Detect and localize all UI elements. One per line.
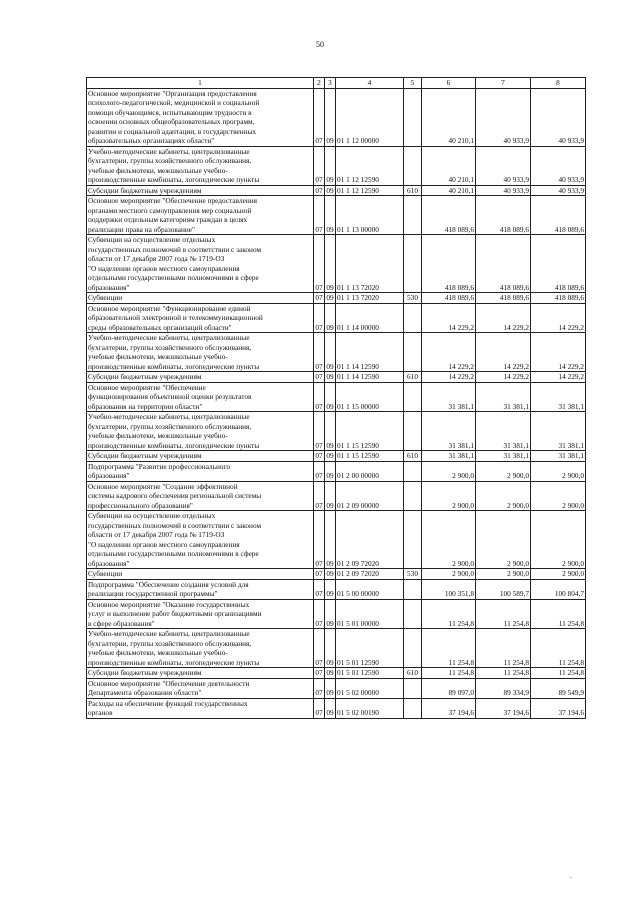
expense-type-code xyxy=(404,196,422,235)
table-row xyxy=(87,678,586,698)
target-article-code: 01 2 09 72020 xyxy=(336,511,404,569)
expense-type-code xyxy=(404,599,422,629)
amount-col-6: 11 254,8 xyxy=(422,668,476,679)
row-name: Учебно-методические кабинеты, централизованные бухгалтерии, группы хозяйственного обслуживания, учебные фильмотеки, межшкольные учебно- производственные комбинаты, логопедические пункты xyxy=(87,412,314,451)
table-row xyxy=(87,146,586,185)
subsection-code: 09 xyxy=(326,451,334,460)
table-row xyxy=(87,185,586,196)
table-row xyxy=(87,372,586,383)
table-row xyxy=(87,412,586,451)
section-code: 07 xyxy=(314,333,325,372)
table-row xyxy=(87,451,586,462)
amount-col-7: 2 900,0 xyxy=(476,461,531,481)
row-name: Учебно-методические кабинеты, централизованные бухгалтерии, группы хозяйственного обслуживания, учебные фильмотеки, межшкольные учебно- производственные комбинаты, логопедические пункты xyxy=(87,146,314,185)
table-row xyxy=(87,196,586,235)
row-name: Основное мероприятие "Обеспечение функционирования объективной оценки результатов образования на территории области" xyxy=(87,382,314,412)
table-row xyxy=(87,303,586,333)
target-article-code: 01 5 02 00190 xyxy=(336,698,404,718)
subsection-code: 09 xyxy=(325,382,336,412)
column-header: 7 xyxy=(476,78,531,89)
target-article-code: 01 5 01 00000 xyxy=(336,599,404,629)
amount-col-8: 31 381,1 xyxy=(531,412,586,451)
subsection-code: 09 xyxy=(325,412,336,451)
column-header: 3 xyxy=(325,78,336,89)
expense-type-code: 610 xyxy=(404,668,422,679)
section-code: 07 xyxy=(314,599,325,629)
amount-col-7: 37 194,6 xyxy=(476,698,531,718)
row-name: Субвенции на осуществление отдельных государственных полномочий в соответствии с законом области от 17 декабря 2007 года № 1719-ОЗ "О наделении органов местного самоуправления отдельными государственными полномочиями в сфере образования" xyxy=(87,511,314,569)
target-article-code: 01 1 12 12590 xyxy=(336,146,404,185)
amount-col-8: 2 900,0 xyxy=(531,461,586,481)
subsection-code: 09 xyxy=(325,698,336,718)
amount-col-7: 11 254,8 xyxy=(476,668,531,679)
section-code: 07 xyxy=(314,678,325,698)
amount-col-8: 37 194,6 xyxy=(531,698,586,718)
subsection-code: 09 xyxy=(325,333,336,372)
amount-col-8: 11 254,8 xyxy=(531,599,586,629)
section-code: 07 xyxy=(314,629,325,668)
subsection-code: 09 xyxy=(326,668,334,677)
amount-col-6: 100 351,8 xyxy=(422,579,476,599)
amount-col-7: 31 381,1 xyxy=(476,412,531,451)
subsection-code: 09 xyxy=(325,235,336,293)
page-number: 50 xyxy=(316,40,324,49)
amount-col-7: 40 933,9 xyxy=(476,185,531,196)
amount-col-6: 2 900,0 xyxy=(422,481,476,511)
subsection-code: 09 xyxy=(326,569,334,578)
amount-col-8: 40 933,9 xyxy=(531,146,586,185)
subsection-code: 09 xyxy=(326,293,334,302)
amount-col-6: 40 210,1 xyxy=(422,146,476,185)
table-row xyxy=(87,599,586,629)
expense-type-code xyxy=(404,698,422,718)
row-name: Субсидии бюджетным учреждениям xyxy=(87,372,314,383)
row-name: Подпрограмма "Развитие профессионального образования" xyxy=(87,461,314,481)
amount-col-8: 418 089,6 xyxy=(531,196,586,235)
row-name: Субвенции xyxy=(87,569,314,580)
expense-type-code: 530 xyxy=(404,569,422,580)
amount-col-8: 11 254,8 xyxy=(531,668,586,679)
amount-col-8: 14 229,2 xyxy=(531,372,586,383)
row-name: Субсидии бюджетным учреждениям xyxy=(87,668,314,679)
section-code: 07 xyxy=(314,303,325,333)
amount-col-6: 14 229,2 xyxy=(422,303,476,333)
subsection-code: 09 xyxy=(325,579,336,599)
amount-col-8: 2 900,0 xyxy=(531,569,586,580)
section-code: 07 xyxy=(315,451,323,460)
target-article-code: 01 1 12 12590 xyxy=(336,185,404,196)
target-article-code: 01 1 14 00000 xyxy=(336,303,404,333)
target-article-code: 01 2 09 00000 xyxy=(336,481,404,511)
column-header: 5 xyxy=(404,78,422,89)
budget-table xyxy=(86,77,586,719)
subsection-code: 09 xyxy=(325,511,336,569)
target-article-code: 01 1 14 12590 xyxy=(336,372,404,383)
table-row xyxy=(87,461,586,481)
expense-type-code xyxy=(404,511,422,569)
amount-col-8: 418 089,6 xyxy=(531,235,586,293)
amount-col-8: 14 229,2 xyxy=(531,333,586,372)
amount-col-8: 2 900,0 xyxy=(531,511,586,569)
amount-col-7: 40 933,9 xyxy=(476,88,531,146)
amount-col-7: 14 229,2 xyxy=(476,333,531,372)
expense-type-code xyxy=(404,481,422,511)
expense-type-code: 610 xyxy=(404,185,422,196)
amount-col-7: 418 089,6 xyxy=(476,235,531,293)
subsection-code: 09 xyxy=(325,146,336,185)
column-header: 4 xyxy=(336,78,404,89)
subsection-code: 09 xyxy=(325,303,336,333)
expense-type-code: 610 xyxy=(404,372,422,383)
amount-col-6: 40 210,1 xyxy=(422,88,476,146)
expense-type-code xyxy=(404,412,422,451)
section-code: 07 xyxy=(314,481,325,511)
amount-col-7: 14 229,2 xyxy=(476,303,531,333)
target-article-code: 01 1 15 12590 xyxy=(336,412,404,451)
amount-col-6: 2 900,0 xyxy=(422,511,476,569)
table-row xyxy=(87,629,586,668)
section-code: 07 xyxy=(314,382,325,412)
amount-col-7: 31 381,1 xyxy=(476,451,531,462)
expense-type-code xyxy=(404,678,422,698)
row-name: Субвенции xyxy=(87,293,314,304)
amount-col-6: 89 097,0 xyxy=(422,678,476,698)
target-article-code: 01 2 00 00000 xyxy=(336,461,404,481)
subsection-code: 09 xyxy=(325,481,336,511)
table-row xyxy=(87,88,586,146)
target-article-code: 01 5 00 00000 xyxy=(336,579,404,599)
amount-col-7: 418 089,6 xyxy=(476,293,531,304)
section-code: 07 xyxy=(314,698,325,718)
section-code: 07 xyxy=(315,569,323,578)
target-article-code: 01 5 01 12590 xyxy=(336,668,404,679)
amount-col-8: 2 900,0 xyxy=(531,481,586,511)
amount-col-6: 14 229,2 xyxy=(422,333,476,372)
target-article-code: 01 1 14 12590 xyxy=(336,333,404,372)
amount-col-6: 31 381,1 xyxy=(422,382,476,412)
column-number-row xyxy=(87,78,586,89)
target-article-code: 01 1 12 00000 xyxy=(336,88,404,146)
column-header: 2 xyxy=(314,78,325,89)
row-name: Подпрограмма "Обеспечение создания условий для реализации государственной программы" xyxy=(87,579,314,599)
target-article-code: 01 1 13 72020 xyxy=(336,293,404,304)
section-code: 07 xyxy=(314,88,325,146)
amount-col-7: 2 900,0 xyxy=(476,511,531,569)
amount-col-7: 2 900,0 xyxy=(476,569,531,580)
subsection-code: 09 xyxy=(325,629,336,668)
section-code: 07 xyxy=(314,579,325,599)
subsection-code: 09 xyxy=(326,185,334,195)
expense-type-code xyxy=(404,333,422,372)
amount-col-6: 40 210,1 xyxy=(422,185,476,196)
table-row xyxy=(87,668,586,679)
row-name: Основное мероприятие "Организация предоставления психолого-педагогической, медицинской и социальной помощи обучающимся, испытывающим трудности в освоении основных общеобразовательных программ, развитии и социальной адаптации, в государственных образовательных организациях области" xyxy=(87,88,314,146)
table-row xyxy=(87,511,586,569)
amount-col-7: 2 900,0 xyxy=(476,481,531,511)
amount-col-6: 2 900,0 xyxy=(422,461,476,481)
table-row xyxy=(87,235,586,293)
expense-type-code xyxy=(404,235,422,293)
subsection-code: 09 xyxy=(325,461,336,481)
expense-type-code: 530 xyxy=(404,293,422,304)
amount-col-8: 40 933,9 xyxy=(531,185,586,196)
expense-type-code xyxy=(404,382,422,412)
column-header: 8 xyxy=(531,78,586,89)
amount-col-6: 11 254,8 xyxy=(422,599,476,629)
table-row xyxy=(87,382,586,412)
subsection-code: 09 xyxy=(326,372,334,381)
amount-col-7: 418 089,6 xyxy=(476,196,531,235)
row-name: Учебно-методические кабинеты, централизованные бухгалтерии, группы хозяйственного обслуживания, учебные фильмотеки, межшкольные учебно- производственные комбинаты, логопедические пункты xyxy=(87,629,314,668)
amount-col-8: 418 089,6 xyxy=(531,293,586,304)
amount-col-8: 100 804,7 xyxy=(531,579,586,599)
amount-col-6: 37 194,6 xyxy=(422,698,476,718)
section-code: 07 xyxy=(314,412,325,451)
target-article-code: 01 1 13 00000 xyxy=(336,196,404,235)
row-name: Основное мероприятие "Оказание государственных услуг и выполнение работ бюджетными организациями в сфере образования" xyxy=(87,599,314,629)
row-name: Основное мероприятие "Функционирование единой образовательной электронной и телекоммуникационной среды образовательных организаций области" xyxy=(87,303,314,333)
target-article-code: 01 5 01 12590 xyxy=(336,629,404,668)
amount-col-6: 31 381,1 xyxy=(422,412,476,451)
expense-type-code xyxy=(404,579,422,599)
table-row xyxy=(87,579,586,599)
amount-col-8: 31 381,1 xyxy=(531,382,586,412)
amount-col-7: 11 254,8 xyxy=(476,629,531,668)
amount-col-6: 31 381,1 xyxy=(422,451,476,462)
table-body xyxy=(87,88,586,718)
target-article-code: 01 1 15 12590 xyxy=(336,451,404,462)
column-header: 6 xyxy=(422,78,476,89)
column-header: 1 xyxy=(87,78,314,89)
row-name: Основное мероприятие "Обеспечение деятельности Департамента образования области" xyxy=(87,678,314,698)
row-name: Субвенции на осуществление отдельных государственных полномочий в соответствии с законом области от 17 декабря 2007 года № 1719-ОЗ "О наделении органов местного самоуправления отдельными государственными полномочиями в сфере образования" xyxy=(87,235,314,293)
table-row xyxy=(87,481,586,511)
section-code: 07 xyxy=(314,235,325,293)
subsection-code: 09 xyxy=(325,678,336,698)
row-name: Субсидии бюджетным учреждениям xyxy=(87,451,314,462)
subsection-code: 09 xyxy=(325,196,336,235)
section-code: 07 xyxy=(315,372,323,381)
amount-col-6: 418 089,6 xyxy=(422,196,476,235)
amount-col-7: 89 334,9 xyxy=(476,678,531,698)
section-code: 07 xyxy=(314,461,325,481)
table-row xyxy=(87,333,586,372)
amount-col-6: 11 254,8 xyxy=(422,629,476,668)
section-code: 07 xyxy=(315,185,323,195)
section-code: 07 xyxy=(314,511,325,569)
section-code: 07 xyxy=(314,146,325,185)
amount-col-6: 418 089,6 xyxy=(422,235,476,293)
amount-col-8: 40 933,9 xyxy=(531,88,586,146)
table-row xyxy=(87,569,586,580)
expense-type-code xyxy=(404,88,422,146)
amount-col-7: 100 589,7 xyxy=(476,579,531,599)
row-name: Учебно-методические кабинеты, централизованные бухгалтерии, группы хозяйственного обслуживания, учебные фильмотеки, межшкольные учебно- производственные комбинаты, логопедические пункты xyxy=(87,333,314,372)
corner-mark: . xyxy=(570,871,572,880)
section-code: 07 xyxy=(315,293,323,302)
amount-col-8: 14 229,2 xyxy=(531,303,586,333)
row-name: Субсидии бюджетным учреждениям xyxy=(87,185,314,196)
amount-col-7: 11 254,8 xyxy=(476,599,531,629)
expense-type-code xyxy=(404,303,422,333)
target-article-code: 01 2 09 72020 xyxy=(336,569,404,580)
subsection-code: 09 xyxy=(325,599,336,629)
amount-col-7: 14 229,2 xyxy=(476,372,531,383)
amount-col-6: 2 900,0 xyxy=(422,569,476,580)
amount-col-7: 40 933,9 xyxy=(476,146,531,185)
amount-col-7: 31 381,1 xyxy=(476,382,531,412)
section-code: 07 xyxy=(314,196,325,235)
expense-type-code xyxy=(404,629,422,668)
expense-type-code xyxy=(404,146,422,185)
amount-col-8: 31 381,1 xyxy=(531,451,586,462)
amount-col-8: 89 549,9 xyxy=(531,678,586,698)
amount-col-6: 418 089,6 xyxy=(422,293,476,304)
amount-col-6: 14 229,2 xyxy=(422,372,476,383)
amount-col-8: 11 254,8 xyxy=(531,629,586,668)
row-name: Основное мероприятие "Создание эффективной системы кадрового обеспечения региональной системы профессионального образования" xyxy=(87,481,314,511)
target-article-code: 01 1 15 00000 xyxy=(336,382,404,412)
subsection-code: 09 xyxy=(325,88,336,146)
section-code: 07 xyxy=(315,668,323,677)
row-name: Расходы на обеспечение функций государственных органов xyxy=(87,698,314,718)
target-article-code: 01 5 02 00000 xyxy=(336,678,404,698)
expense-type-code xyxy=(404,461,422,481)
row-name: Основное мероприятие "Обеспечение предоставления органами местного самоуправления мер социальной поддержки отдельным категориям граждан в целях реализации права на образование" xyxy=(87,196,314,235)
table-row xyxy=(87,698,586,718)
expense-type-code: 610 xyxy=(404,451,422,462)
table-row xyxy=(87,293,586,304)
target-article-code: 01 1 13 72020 xyxy=(336,235,404,293)
